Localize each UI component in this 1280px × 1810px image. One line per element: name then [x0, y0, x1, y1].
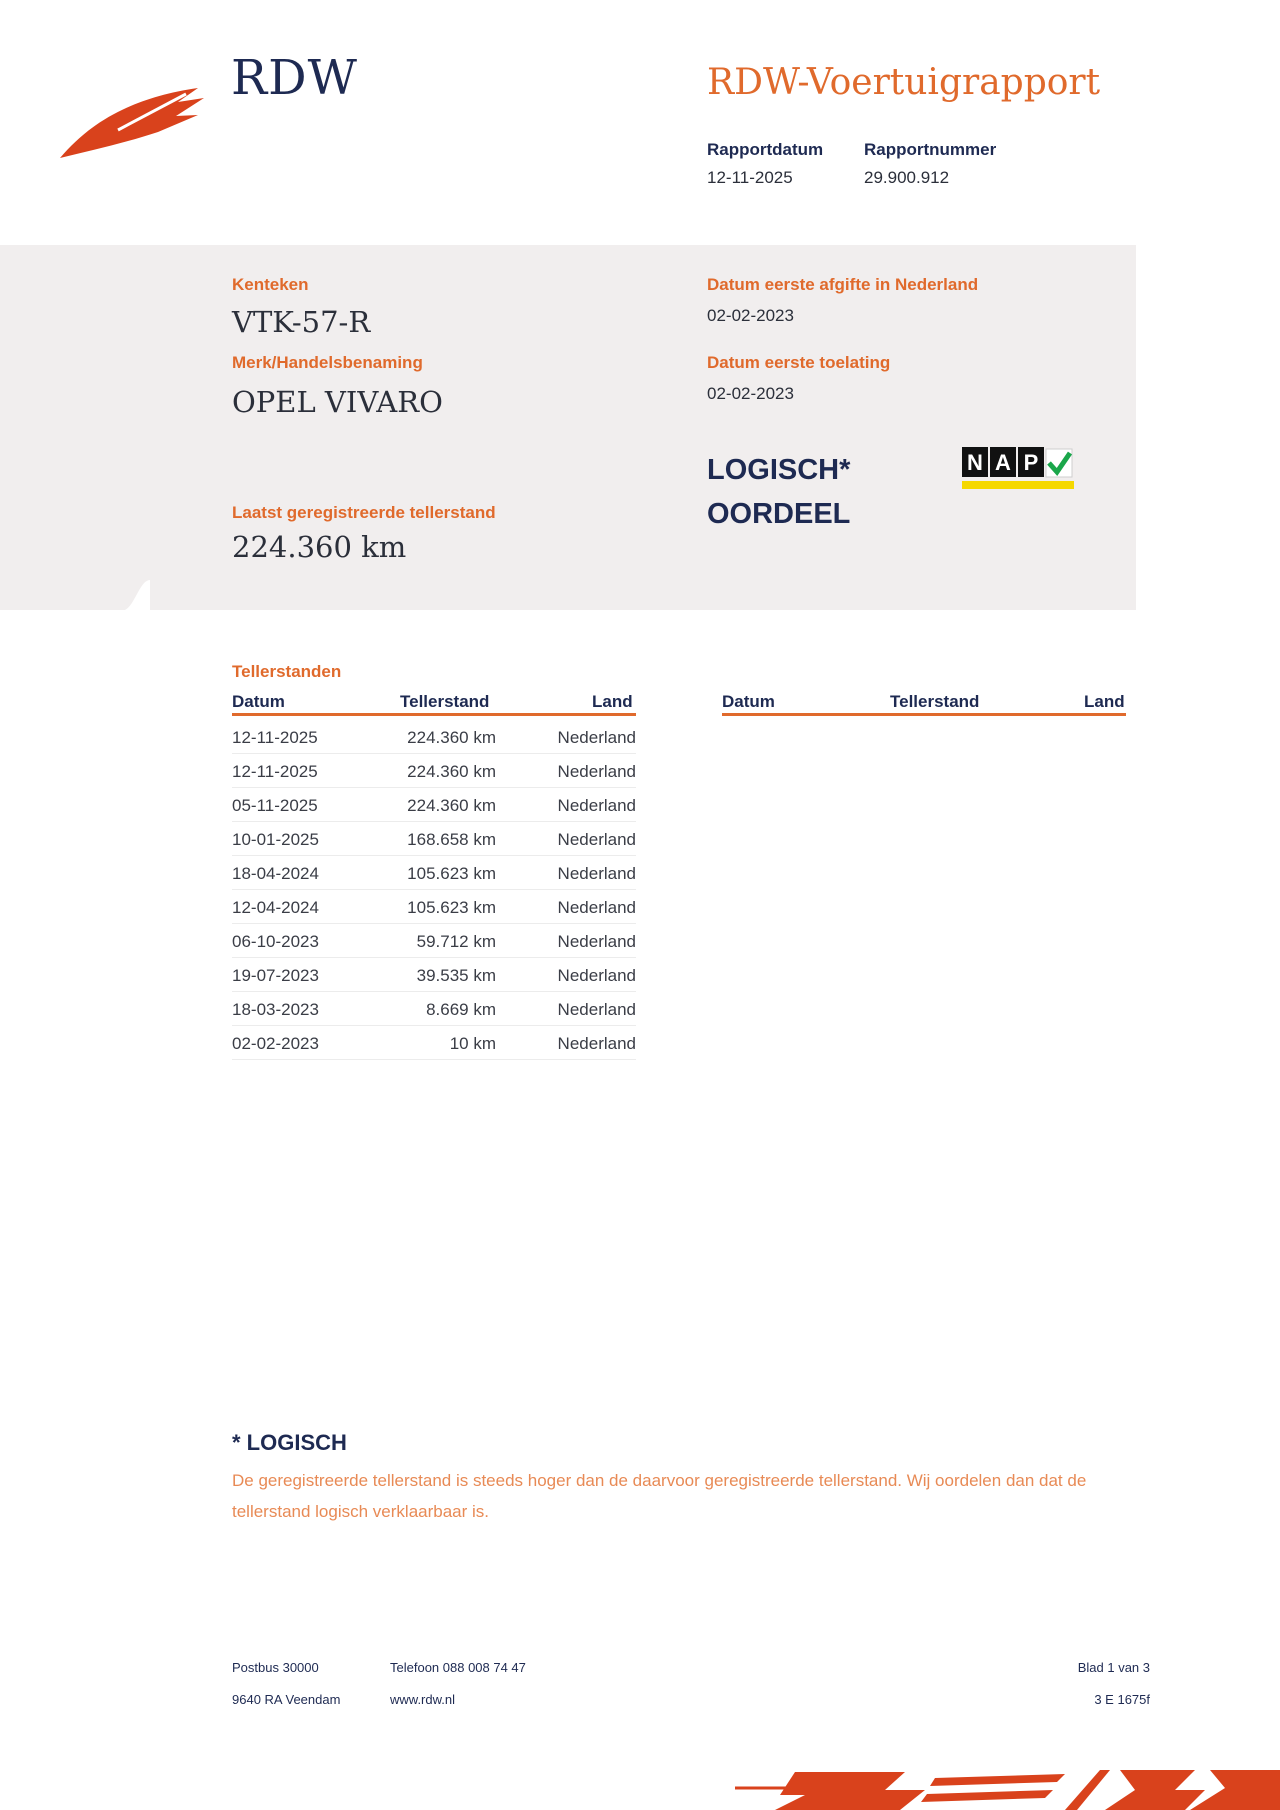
row-reading: 39.535 km: [416, 966, 496, 985]
report-date: 12-11-2025: [707, 168, 793, 187]
decorative-stripes: [735, 1760, 1280, 1810]
col-header-date-right: Datum: [722, 692, 775, 711]
row-country: Nederland: [557, 966, 636, 985]
panel-notch: [0, 580, 150, 610]
row-reading: 105.623 km: [407, 864, 496, 883]
nap-letter-p: P: [1023, 450, 1039, 475]
row-country: Nederland: [557, 728, 636, 747]
vehicle-make: OPEL VIVARO: [232, 385, 443, 419]
license-plate: VTK-57-R: [232, 305, 371, 339]
row-date: 18-04-2024: [232, 864, 319, 883]
table-row: [232, 720, 636, 754]
footer-address-line-1: Postbus 30000: [232, 1660, 319, 1675]
row-date: 06-10-2023: [232, 932, 319, 951]
last-odometer-value: 224.360 km: [232, 530, 407, 564]
row-country: Nederland: [557, 932, 636, 951]
row-reading: 105.623 km: [407, 898, 496, 917]
nap-check-icon: [962, 447, 1074, 489]
row-country: Nederland: [557, 864, 636, 883]
odometer-table-title: Tellerstanden: [232, 662, 342, 681]
col-header-reading: Tellerstand: [400, 692, 490, 711]
first-admission-label: Datum eerste toelating: [707, 353, 891, 372]
header-underline-right: [722, 713, 1126, 716]
brand-name: RDW: [231, 50, 358, 106]
col-header-country-right: Land: [1084, 692, 1125, 711]
table-row: [232, 856, 636, 890]
footer-page-number: Blad 1 van 3: [1077, 1660, 1150, 1675]
table-row: [232, 992, 636, 1026]
table-row: [232, 754, 636, 788]
report-title: RDW-Voertuigrapport: [707, 62, 1101, 103]
table-row: [232, 958, 636, 992]
row-date: 19-07-2023: [232, 966, 319, 985]
row-country: Nederland: [557, 898, 636, 917]
row-date: 12-04-2024: [232, 898, 319, 917]
verdict-line-1: LOGISCH*: [707, 454, 851, 486]
vehicle-summary-panel: [0, 245, 1136, 610]
table-row: [232, 1026, 636, 1060]
row-country: Nederland: [557, 1000, 636, 1019]
row-date: 05-11-2025: [232, 796, 318, 815]
footer-website[interactable]: www.rdw.nl: [390, 1692, 456, 1707]
table-row: [232, 890, 636, 924]
row-reading: 8.669 km: [426, 1000, 496, 1019]
make-label: Merk/Handelsbenaming: [232, 353, 423, 372]
header-underline: [232, 713, 636, 716]
footnote-text: De geregistreerde tellerstand is steeds hoger dan de daarvoor geregistreerde tellerstand. Wij oordelen dan dat de tellerstand logisch verklaarbaar is.: [232, 1471, 1087, 1521]
row-country: Nederland: [557, 1034, 636, 1053]
plate-label: Kenteken: [232, 275, 309, 294]
first-issue-nl-label: Datum eerste afgifte in Nederland: [707, 275, 979, 294]
row-reading: 224.360 km: [407, 728, 496, 747]
table-row: [232, 822, 636, 856]
report-date-label: Rapportdatum: [707, 140, 824, 159]
row-date: 02-02-2023: [232, 1034, 319, 1053]
row-reading: 224.360 km: [407, 796, 496, 815]
row-date: 12-11-2025: [232, 762, 318, 781]
report-number-label: Rapportnummer: [864, 140, 997, 159]
row-date: 12-11-2025: [232, 728, 318, 747]
table-row: [232, 924, 636, 958]
last-odometer-label: Laatst geregistreerde tellerstand: [232, 503, 496, 522]
col-header-reading-right: Tellerstand: [890, 692, 980, 711]
col-header-date: Datum: [232, 692, 285, 711]
row-reading: 59.712 km: [416, 932, 496, 951]
row-country: Nederland: [557, 796, 636, 815]
col-header-country: Land: [592, 692, 633, 711]
footer-document-code: 3 E 1675f: [1094, 1692, 1150, 1707]
table-row: [232, 788, 636, 822]
row-country: Nederland: [557, 830, 636, 849]
rdw-logo-mark: [58, 80, 208, 165]
verdict: [707, 448, 850, 536]
footer-phone: Telefoon 088 008 74 47: [390, 1660, 526, 1675]
footnote-title: * LOGISCH: [232, 1430, 347, 1455]
first-admission-date: 02-02-2023: [707, 384, 794, 403]
first-issue-nl-date: 02-02-2023: [707, 306, 794, 325]
row-country: Nederland: [557, 762, 636, 781]
report-number: 29.900.912: [864, 168, 950, 187]
row-date: 10-01-2025: [232, 830, 319, 849]
row-reading: 10 km: [449, 1034, 496, 1053]
row-reading: 224.360 km: [407, 762, 496, 781]
odometer-table-rows: [232, 720, 636, 1060]
footer-address-line-2: 9640 RA Veendam: [232, 1692, 341, 1707]
row-reading: 168.658 km: [407, 830, 496, 849]
verdict-line-2: OORDEEL: [707, 498, 851, 530]
row-date: 18-03-2023: [232, 1000, 319, 1019]
nap-letter-a: A: [995, 450, 1011, 475]
nap-letter-n: N: [967, 450, 983, 475]
